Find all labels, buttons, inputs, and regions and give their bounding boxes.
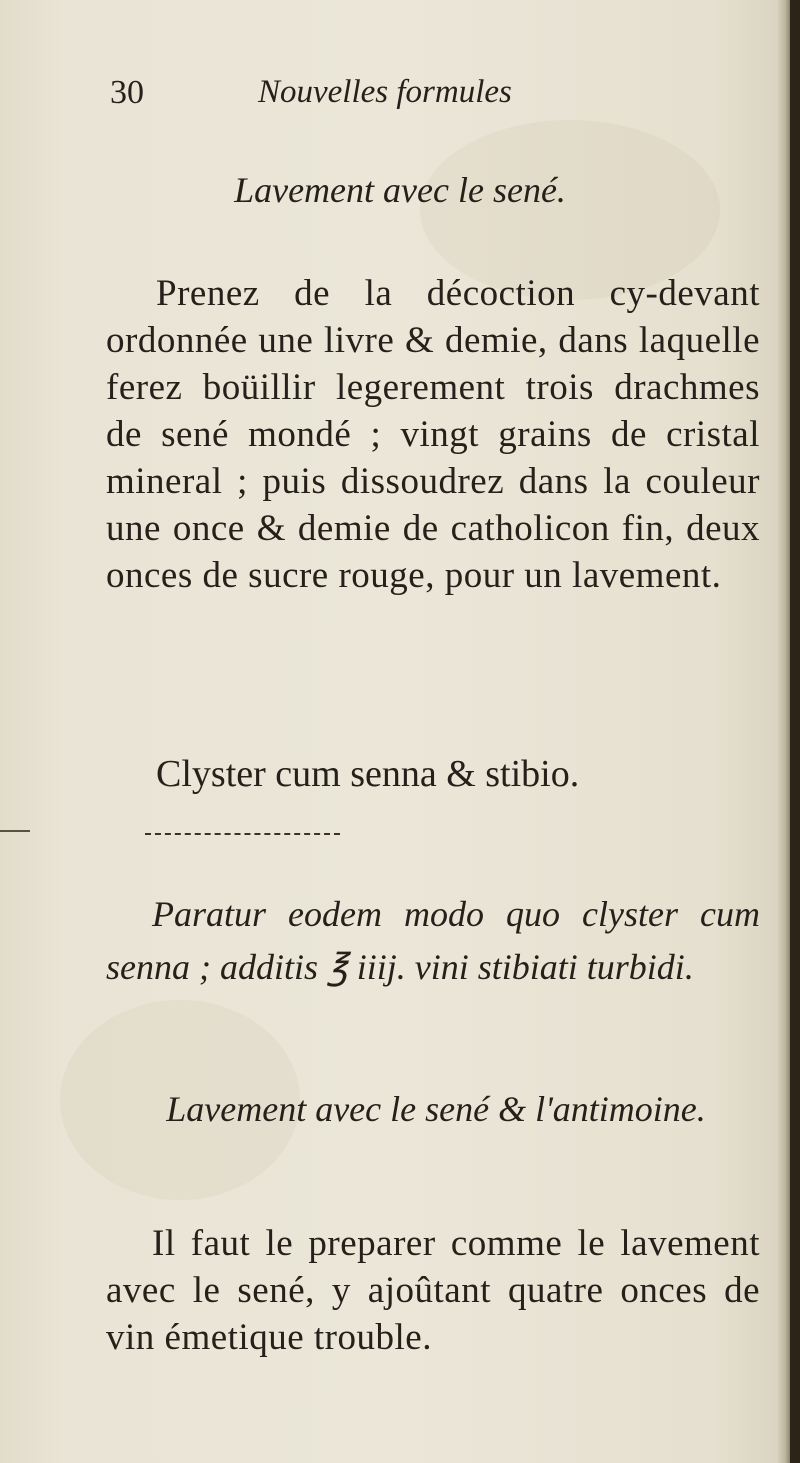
page-number: 30 (110, 74, 144, 111)
divider-rule (145, 833, 340, 835)
section-title: Lavement avec le sené. (234, 170, 566, 210)
running-head: Nouvelles formules (258, 74, 512, 110)
margin-mark (0, 830, 30, 832)
paragraph: Il faut le preparer comme le lavement avec le sené, y ajoûtant quatre onces de vin émetique trouble. (106, 1223, 760, 1358)
latin-paragraph: Paratur eodem modo quo clyster cum senna ; additis ℥ iiij. vini stibiati turbidi. (106, 894, 760, 987)
paragraph: Prenez de la décoction cy-devant ordonnée une livre & demie, dans laquelle ferez boüillir legerement trois drachmes de sené mondé ; vingt grains de cristal mineral ; puis dissoudrez dans la couleur une once & demie de catholicon fin, deux onces de sucre rouge, pour un lavement. (106, 273, 760, 596)
page-header (110, 74, 650, 124)
latin-heading: Clyster cum senna & stibio. (156, 753, 580, 795)
page-edge (778, 0, 790, 1463)
section-title: Lavement avec le sené & l'antimoine. (166, 1089, 706, 1129)
